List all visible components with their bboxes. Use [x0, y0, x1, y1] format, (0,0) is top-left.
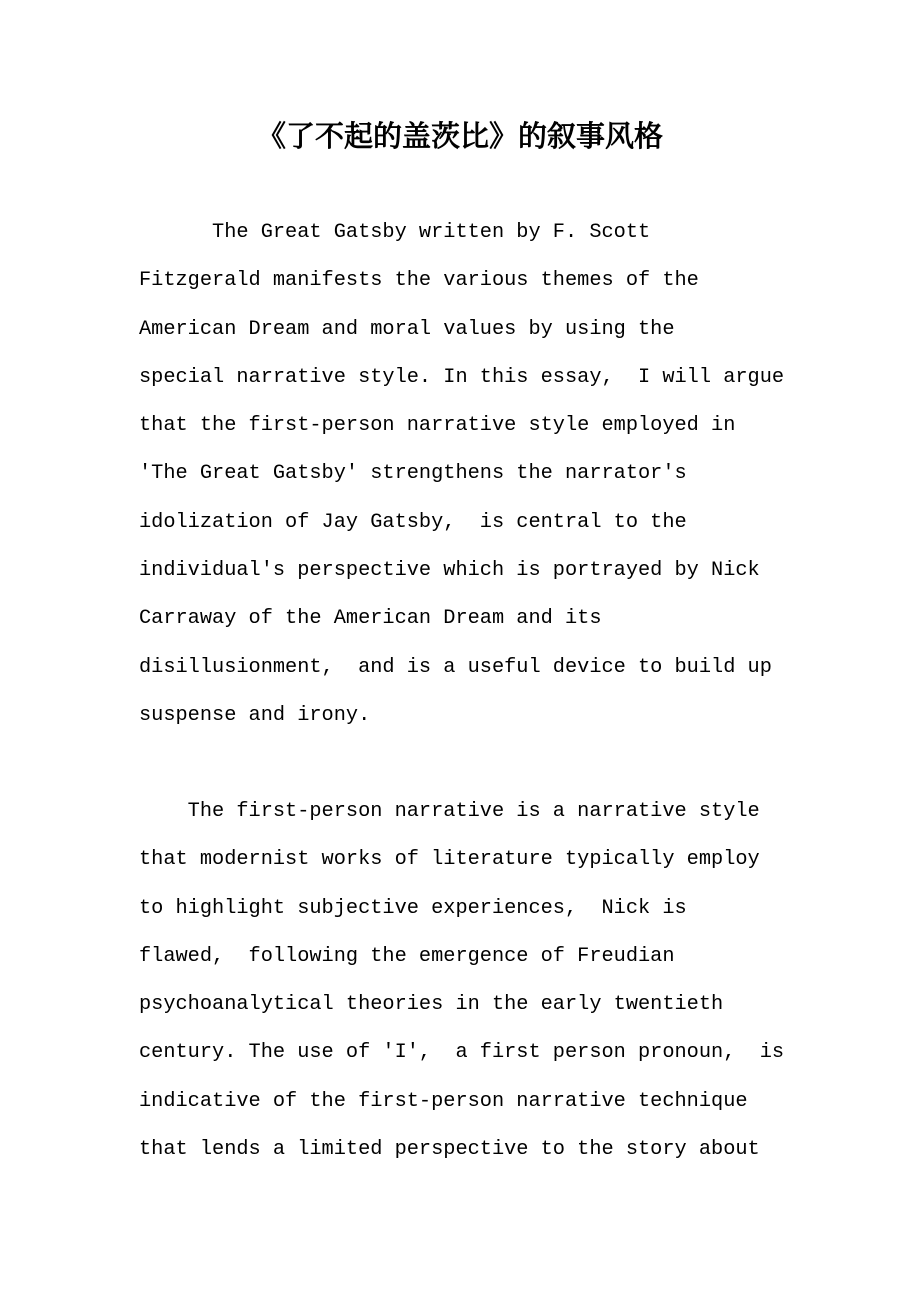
text-line: that lends a limited perspective to the story about [139, 1138, 760, 1162]
text-line: flawed, following the emergence of Freudian [139, 944, 675, 968]
text-line: indicative of the first-person narrative technique [139, 1089, 748, 1113]
text-line: Carraway of the American Dream and its [139, 607, 602, 631]
text-line: The first-person narrative is a narrative style [139, 800, 760, 823]
paragraph-2 [139, 788, 839, 1174]
text-line: individual's perspective which is portrayed by Nick [139, 559, 760, 583]
text-line: Fitzgerald manifests the various themes of the [139, 269, 699, 293]
text-line: 'The Great Gatsby' strengthens the narrator's [139, 462, 687, 486]
text-line: that modernist works of literature typically employ [139, 848, 760, 872]
text-line: special narrative style. In this essay, I will argue [139, 365, 785, 389]
text-line: to highlight subjective experiences, Nick is [139, 896, 687, 920]
text-line: disillusionment, and is a useful device to build up [139, 655, 772, 679]
text-line: idolization of Jay Gatsby, is central to the [139, 510, 687, 534]
document-title: 《了不起的盖茨比》的叙事风格 [256, 119, 663, 153]
text-line: that the first-person narrative style employed in [139, 414, 736, 438]
paragraph-1 [139, 209, 839, 740]
text-line: American Dream and moral values by using the [139, 317, 675, 341]
text-line: The Great Gatsby written by F. Scott [139, 221, 651, 244]
text-line: psychoanalytical theories in the early twentieth [139, 993, 724, 1017]
text-line: century. The use of 'I', a first person pronoun, is [139, 1041, 785, 1065]
text-line: suspense and irony. [139, 703, 371, 727]
